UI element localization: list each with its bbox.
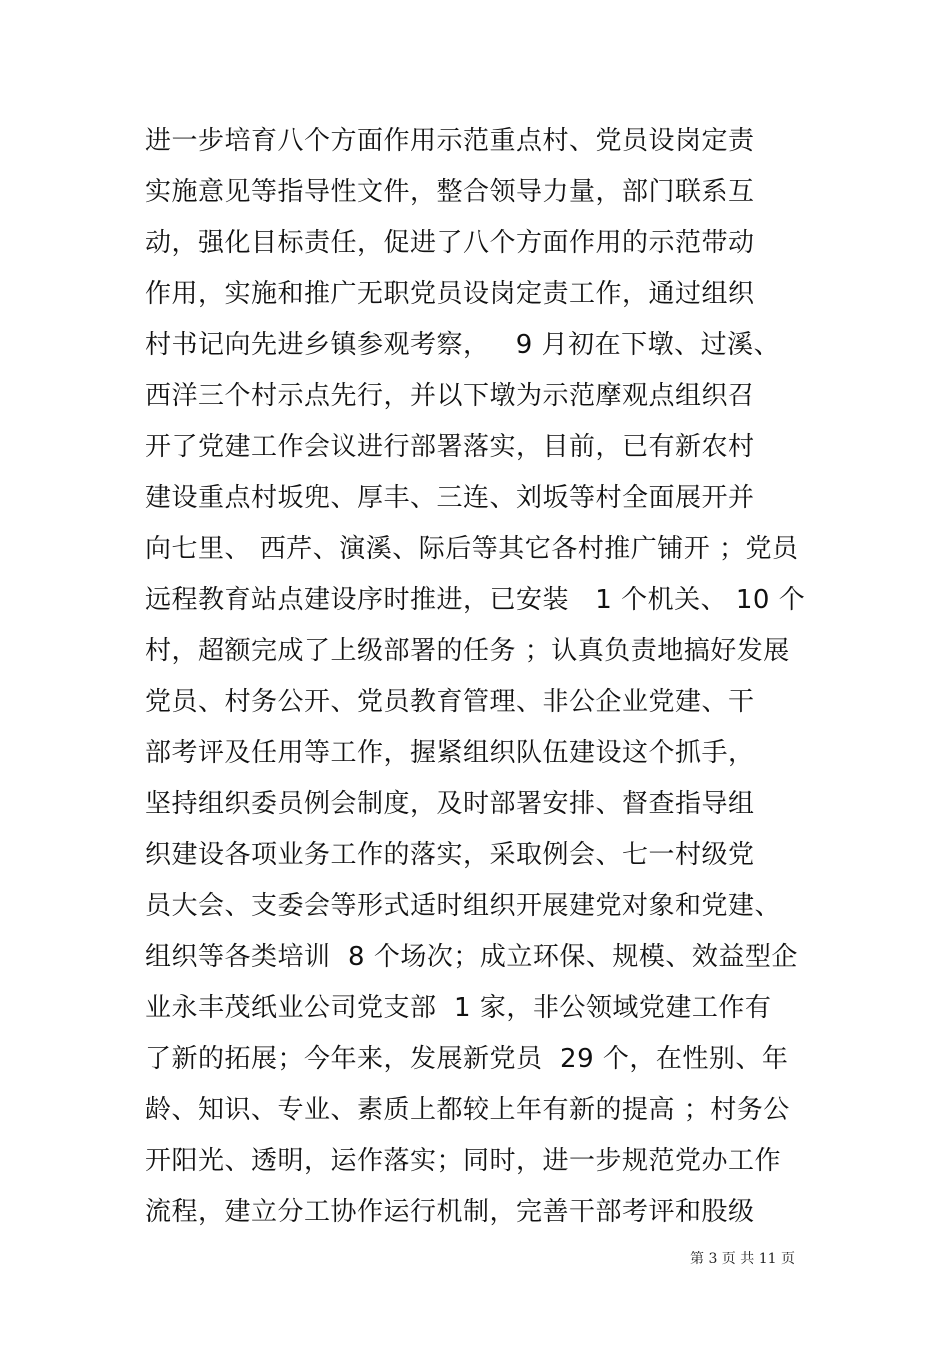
text-line-19: 了新的拓展；今年来，发展新党员 29 个，在性别、年 [145, 1044, 789, 1074]
text-line-21: 开阳光、透明，运作落实；同时，进一步规范党办工作 [145, 1146, 782, 1176]
text-line-3: 动，强化目标责任，促进了八个方面作用的示范带动 [145, 228, 755, 258]
text-line-18: 业永丰茂纸业公司党支部 1 家，非公领域党建工作有 [145, 993, 772, 1023]
text-line-1: 进一步培育八个方面作用示范重点村、党员设岗定责 [145, 126, 755, 156]
text-line-6: 西洋三个村示点先行，并以下墩为示范摩观点组织召 [145, 381, 755, 411]
text-line-7: 开了党建工作会议进行部署落实，目前，已有新农村 [145, 432, 755, 462]
text-line-16: 员大会、支委会等形式适时组织开展建党对象和党建、 [145, 891, 782, 921]
text-line-11: 村，超额完成了上级部署的任务 ；认真负责地搞好发展 [145, 636, 790, 666]
text-line-13: 部考评及任用等工作，握紧组织队伍建设这个抓手， [145, 738, 755, 768]
text-line-14: 坚持组织委员例会制度，及时部署安排、督查指导组 [145, 789, 755, 819]
text-line-2: 实施意见等指导性文件，整合领导力量，部门联系互 [145, 177, 755, 207]
page-number-footer: 第 3 页 共 11 页 [690, 1251, 795, 1267]
text-line-15: 织建设各项业务工作的落实，采取例会、七一村级党 [145, 840, 755, 870]
text-line-12: 党员、村务公开、党员教育管理、非公企业党建、干 [145, 687, 755, 717]
text-line-17: 组织等各类培训 8 个场次；成立环保、规模、效益型企 [145, 942, 798, 972]
text-line-8: 建设重点村坂兜、厚丰、三连、刘坂等村全面展开并 [145, 483, 755, 513]
text-line-10: 远程教育站点建设序时推进，已安装 1 个机关、 10 个 [145, 585, 806, 615]
text-line-22: 流程，建立分工协作运行机制，完善干部考评和股级 [145, 1197, 755, 1227]
text-line-5: 村书记向先进乡镇参观考察， 9 月初在下墩、过溪、 [145, 330, 781, 360]
document-body [145, 116, 825, 1238]
text-line-9: 向七里、 西芹、演溪、际后等其它各村推广铺开 ；党员 [145, 534, 799, 564]
text-line-20: 龄、知识、专业、素质上都较上年有新的提高 ；村务公 [145, 1095, 790, 1125]
text-line-4: 作用，实施和推广无职党员设岗定责工作，通过组织 [145, 279, 755, 309]
